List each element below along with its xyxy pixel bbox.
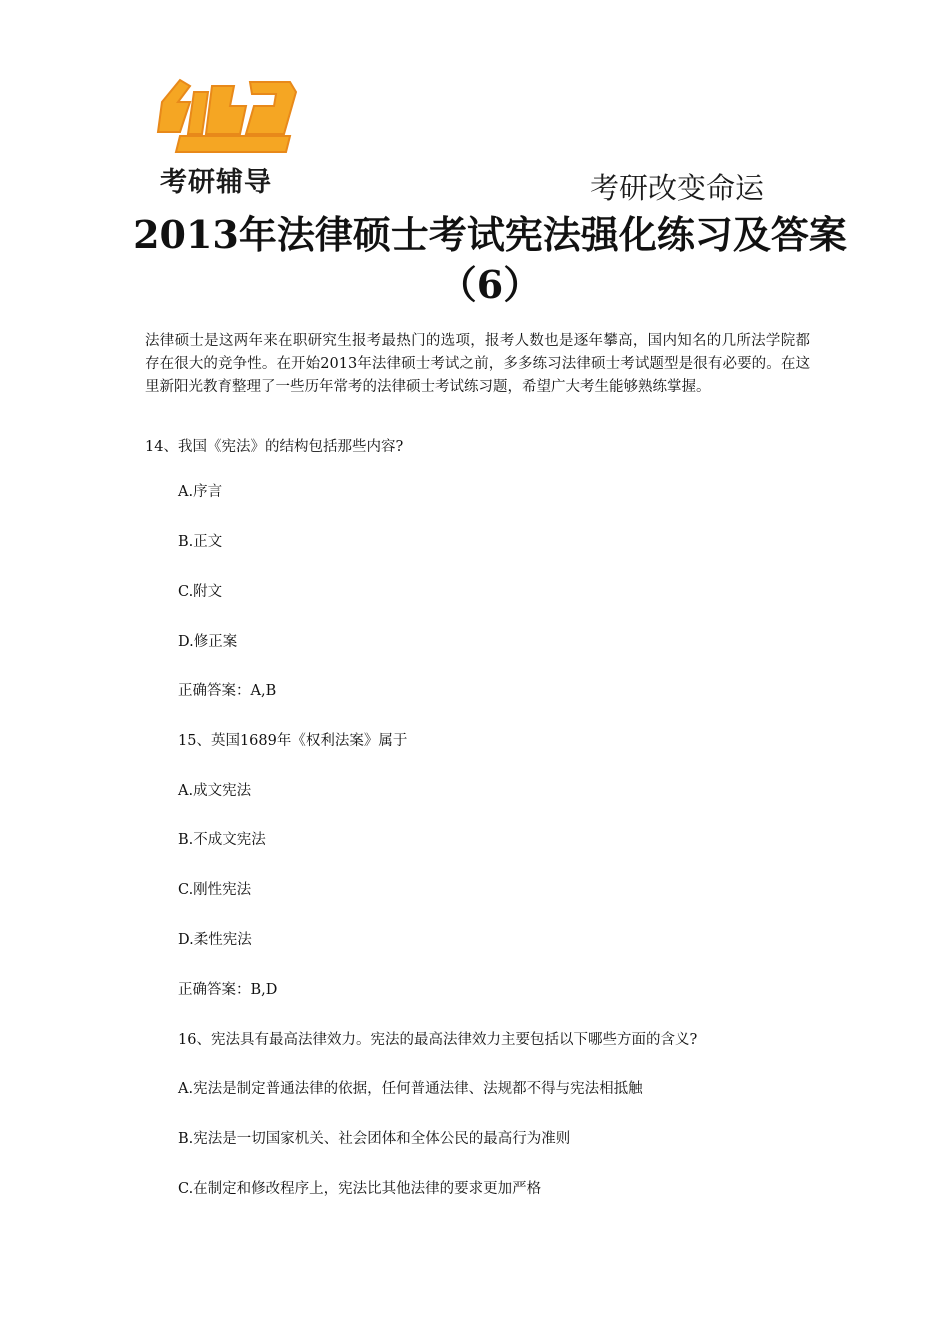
intro-paragraph: 法律硕士是这两年来在职研究生报考最热门的选项，报考人数也是逐年攀高，国内知名的几所法学院都存在很大的竞争性。在开始2013年法律硕士考试之前，多多练习法律硕士考试题型是很有必要的。在这里新阳光教育整理了一些历年常考的法律硕士考试练习题，希望广大考生能够熟练掌握。 [145,333,810,395]
q16-option-a: A.宪法是制定普通法律的依据，任何普通法律、法规都不得与宪法相抵触 [178,1081,643,1097]
q16-option-c: C.在制定和修改程序上，宪法比其他法律的要求更加严格 [178,1181,542,1197]
question-16: 16、宪法具有最高法律效力。宪法的最高法律效力主要包括以下哪些方面的含义? [178,1032,698,1048]
q14-option-b: B.正文 [178,534,223,550]
q14-option-a: A.序言 [178,484,223,500]
q15-answer: 正确答案：B,D [178,982,278,998]
logo-mark-icon [158,80,296,152]
slogan: 考研改变命运 [590,171,765,205]
q15-option-d: D.柔性宪法 [178,932,252,948]
logo-subtitle: 考研辅导 [160,167,272,198]
q15-option-a: A.成文宪法 [178,783,252,799]
question-15: 15、英国1689年《权利法案》属于 [178,733,408,749]
page-title: 2013年法律硕士考试宪法强化练习及答案（6） [133,212,847,307]
question-14: 14、我国《宪法》的结构包括那些内容? [145,439,404,455]
q14-option-d: D.修正案 [178,634,238,650]
q14-option-c: C.附文 [178,584,223,600]
q16-option-b: B.宪法是一切国家机关、社会团体和全体公民的最高行为准则 [178,1131,571,1147]
q15-option-c: C.刚性宪法 [178,882,252,898]
q15-option-b: B.不成文宪法 [178,832,266,848]
q14-answer: 正确答案：A,B [178,683,277,699]
